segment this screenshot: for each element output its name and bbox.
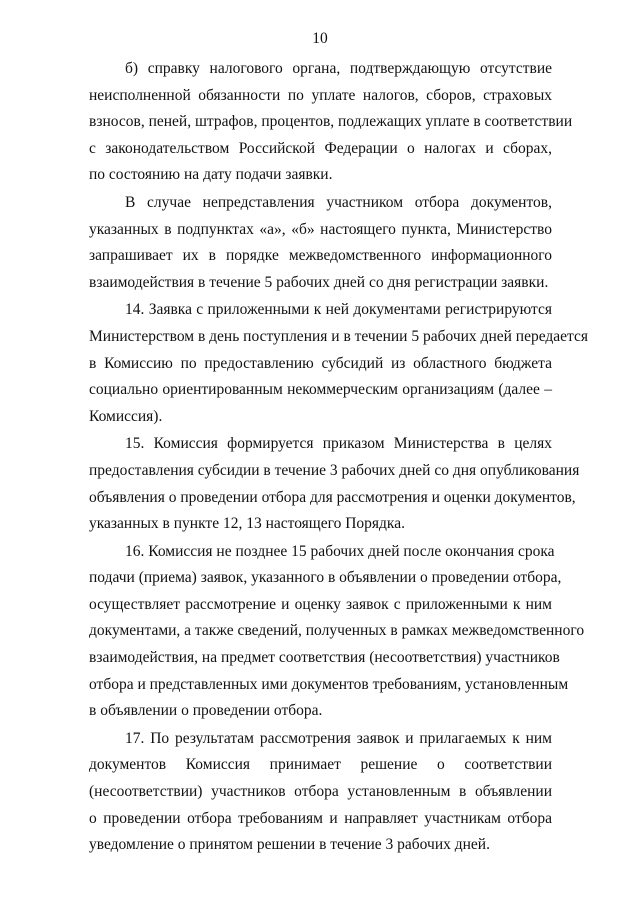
paragraph-line: указанных в подпунктах «а», «б» настоящего пункта, Министерство bbox=[89, 220, 552, 238]
paragraph-line: взносов, пеней, штрафов, процентов, подлежащих уплате в соответствии bbox=[89, 113, 573, 131]
paragraph-line: документов Комиссия принимает решение о соответствии bbox=[89, 756, 552, 774]
paragraph-line: с законодательством Российской Федерации о налогах и сборах, bbox=[89, 139, 552, 157]
paragraph-line: о проведении отбора требованиям и направляет участникам отбора bbox=[89, 809, 552, 827]
paragraph-non-submission bbox=[89, 190, 552, 296]
paragraph-line: 16. Комиссия не позднее 15 рабочих дней после окончания срока bbox=[125, 542, 555, 560]
paragraph-line: взаимодействия, на предмет соответствия (несоответствия) участников bbox=[89, 649, 560, 667]
paragraph-line: отбора и представленных ими документов требованиям, установленным bbox=[89, 675, 569, 693]
paragraph-line: предоставления субсидии в течение 3 рабочих дней со дня опубликования bbox=[89, 461, 580, 479]
paragraph-certificate bbox=[89, 56, 573, 189]
paragraph-line: документами, а также сведений, полученных в рамках межведомственного bbox=[89, 622, 585, 640]
page-number: 10 bbox=[312, 30, 328, 47]
document-body bbox=[89, 56, 589, 860]
paragraph-line: по состоянию на дату подачи заявки. bbox=[89, 166, 333, 184]
paragraph-item-15 bbox=[89, 431, 580, 537]
paragraph-line: социально ориентированным некоммерческим организациям (далее – bbox=[89, 381, 552, 399]
paragraph-line: (несоответствии) участников отбора установленным в объявлении bbox=[89, 783, 552, 801]
paragraph-line: указанных в пункте 12, 13 настоящего Порядка. bbox=[89, 515, 405, 533]
paragraph-line: в Комиссию по предоставлению субсидий из областного бюджета bbox=[89, 354, 552, 372]
paragraph-line: 14. Заявка с приложенными к ней документами регистрируются bbox=[125, 301, 552, 319]
paragraph-line: неисполненной обязанности по уплате налогов, сборов, страховых bbox=[89, 86, 552, 104]
paragraph-line: Комиссия). bbox=[89, 407, 163, 425]
paragraph-line: подачи (приема) заявок, указанного в объявлении о проведении отбора, bbox=[89, 569, 562, 587]
paragraph-item-17 bbox=[89, 726, 552, 859]
paragraph-item-16 bbox=[89, 539, 585, 725]
paragraph-line: б) справку налогового органа, подтверждающую отсутствие bbox=[125, 60, 552, 77]
paragraph-line: запрашивает их в порядке межведомственного информационного bbox=[89, 247, 552, 265]
paragraph-line: осуществляет рассмотрение и оценку заявок с приложенными к ним bbox=[89, 595, 552, 613]
paragraph-line: 17. По результатам рассмотрения заявок и прилагаемых к ним bbox=[125, 729, 552, 747]
paragraph-line: 15. Комиссия формируется приказом Министерства в целях bbox=[125, 435, 552, 453]
paragraph-line: уведомление о принятом решении в течение 3 рабочих дней. bbox=[89, 836, 490, 854]
paragraph-line: в объявлении о проведении отбора. bbox=[89, 702, 323, 720]
paragraph-line: Министерством в день поступления и в течении 5 рабочих дней передается bbox=[89, 327, 589, 345]
paragraph-line: объявления о проведении отбора для рассмотрения и оценки документов, bbox=[89, 488, 576, 506]
paragraph-line: взаимодействия в течение 5 рабочих дней со дня регистрации заявки. bbox=[89, 273, 549, 291]
paragraph-line: В случае непредставления участником отбора документов, bbox=[125, 193, 552, 211]
paragraph-item-14 bbox=[89, 297, 589, 430]
